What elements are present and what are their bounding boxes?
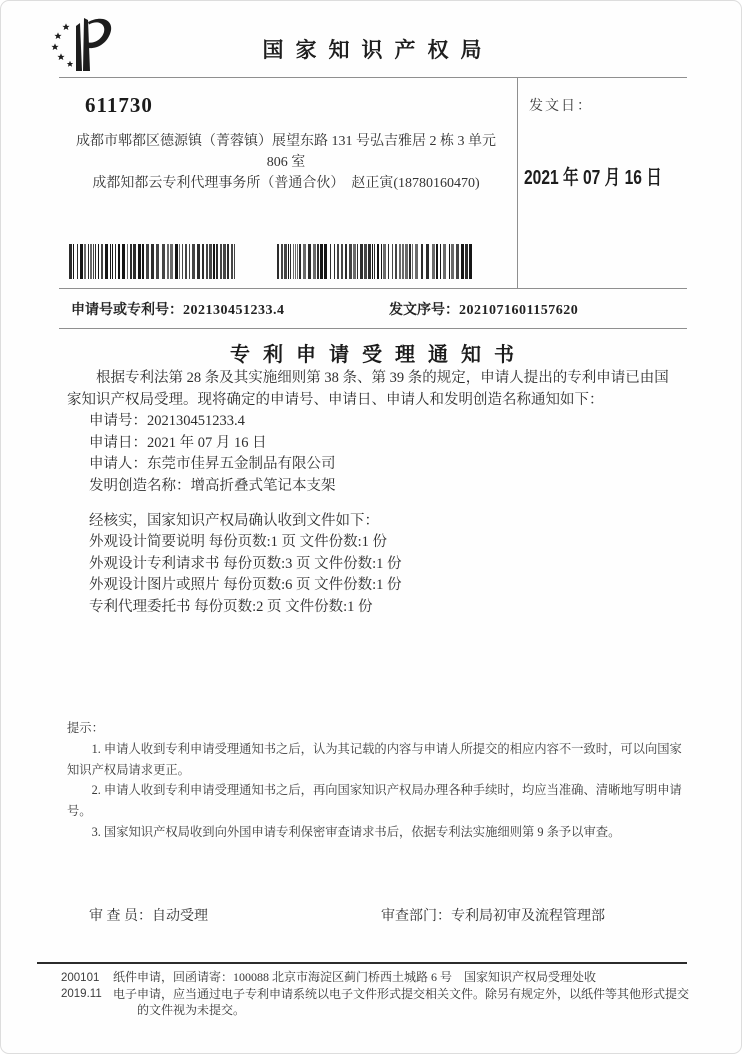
address-line-2: 806 室: [266, 155, 306, 170]
received-intro: 经核实，国家知识产权局确认收到文件如下：: [89, 512, 379, 529]
footer-code: 200101: [61, 972, 100, 984]
header-divider: [59, 77, 687, 78]
examiner-field: [89, 905, 208, 925]
agency-title: 国家知识产权局: [262, 38, 494, 62]
field-invention-name: 发明创造名称：增高折叠式笔记本支架: [89, 477, 336, 494]
field-application-number: 申请号：202130451233.4: [89, 413, 245, 430]
footer-electronic-note: 电子申请，应当通过电子专利申请系统以电子文件形式提交相关文件。除另有规定外，以纸件等其他形式提交的文件视为未提交。: [113, 986, 690, 1018]
postal-code: 611730: [85, 93, 153, 117]
tip-item: 1. 申请人收到专利申请受理通知书之后，认为其记载的内容与申请人所提交的相应内容不一致时，可以向国家知识产权局请求更正。: [67, 741, 682, 777]
application-number-value: 202130451233.4: [183, 303, 285, 318]
tip-item: 2. 申请人收到专利申请受理通知书之后，再向国家知识产权局办理各种手续时，均应当准确、清晰地写明申请号。: [67, 783, 682, 819]
barcode-right: [277, 244, 475, 279]
tip-item: 3. 国家知识产权局收到向外国申请专利保密审查请求书后，依据专利法实施细则第 9 条予以审查。: [91, 824, 621, 839]
notice-intro: 根据专利法第 28 条及其实施细则第 38 条、第 39 条的规定，申请人提出的专利申请已由国家知识产权局受理。现将确定的申请号、申请日、申请人和发明创造名称通知如下：: [67, 370, 669, 408]
footer-code: 2019.11: [61, 988, 102, 1000]
document-item: 外观设计专利请求书 每份页数:3 页 文件份数:1 份: [89, 555, 402, 572]
serial-number-value: 2021071601157620: [459, 303, 579, 318]
agent-line: 成都知都云专利代理事务所（普通合伙） 赵正寅(18780160470): [92, 176, 480, 191]
issue-date-label: 发文日：: [529, 99, 593, 114]
issue-date-value: 2021 年 07 月 16 日: [524, 167, 662, 189]
examiner-label: 审 查 员：: [89, 909, 152, 924]
tips-section: [67, 718, 684, 843]
mailing-address: [61, 131, 511, 194]
address-line-1: 成都市郫都区德源镇（菁蓉镇）展望东路 131 号弘吉雅居 2 栋 3 单元: [76, 134, 496, 149]
serial-number-field: [389, 299, 578, 319]
footer-paper-note: 纸件申请，回函请寄：100088 北京市海淀区蓟门桥西土城路 6 号 国家知识产权局受理处收: [113, 970, 597, 984]
document-item: 外观设计简要说明 每份页数:1 页 文件份数:1 份: [89, 534, 388, 551]
field-applicant: 申请人：东莞市佳昇五金制品有限公司: [89, 456, 336, 473]
document-item: 专利代理委托书 每份页数:2 页 文件份数:1 份: [89, 598, 373, 615]
field-application-date: 申请日：2021 年 07 月 16 日: [89, 434, 267, 451]
application-number-field: [71, 299, 285, 319]
application-number-label: 申请号或专利号：: [71, 303, 183, 318]
department-field: [381, 905, 605, 925]
serial-number-label: 发文序号：: [389, 303, 459, 318]
department-label: 审查部门：: [381, 909, 451, 924]
footer-notes: [113, 969, 693, 1019]
numbers-top-divider: [59, 288, 687, 289]
document-item: 外观设计图片或照片 每份页数:6 页 文件份数:1 份: [89, 577, 402, 594]
barcode-left: [69, 244, 239, 279]
department-value: 专利局初审及流程管理部: [451, 909, 605, 924]
notice-body: [67, 368, 680, 619]
footer-divider: [37, 962, 687, 964]
notice-title: 专利申请受理通知书: [230, 344, 527, 366]
examiner-value: 自动受理: [152, 909, 208, 924]
cnipa-logo-icon: [47, 13, 125, 77]
numbers-bottom-divider: [59, 328, 687, 329]
tips-label: 提示：: [67, 721, 104, 735]
issue-box-divider: [517, 77, 518, 289]
footer-form-codes: [61, 970, 102, 1002]
